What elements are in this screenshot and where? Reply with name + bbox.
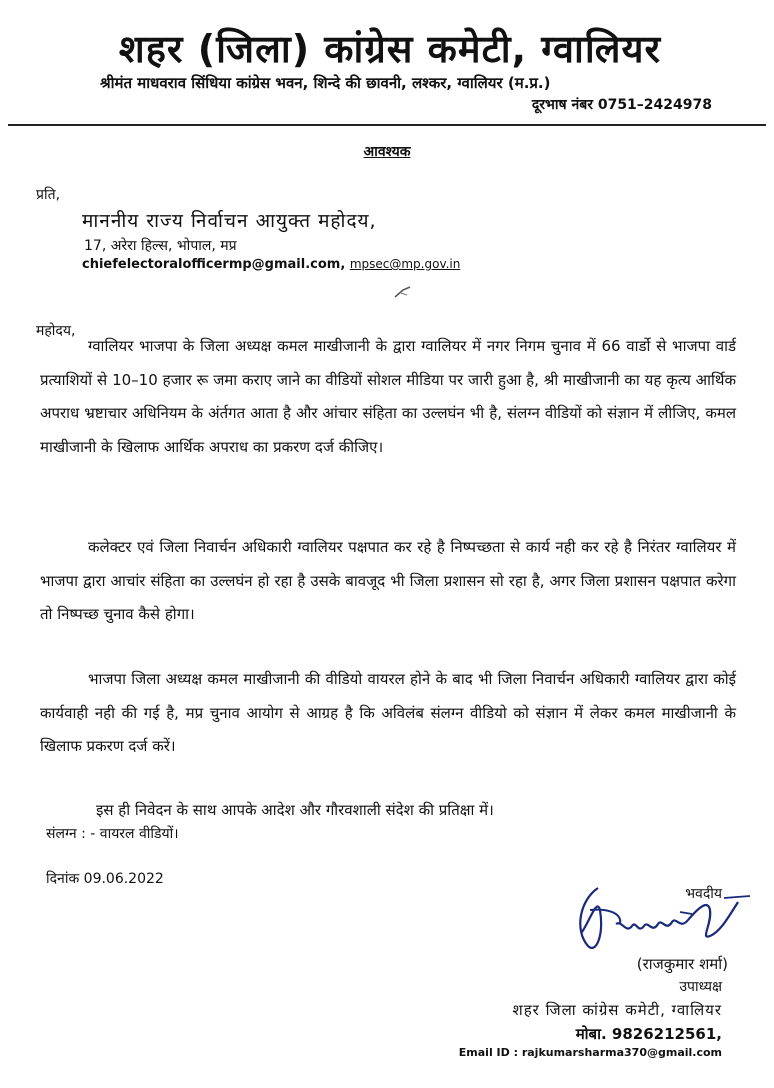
body-paragraph-1-text: ग्वालियर भाजपा के जिला अध्यक्ष कमल माखीजानी के द्वारा ग्वालियर में नगर निगम चुनाव में 66 वार्डो से भाजपा वार्ड प्रत्याशियों से 10–10 हजार रू जमा कराए जाने का वीडियों सोशल मीडिया पर जारी हुआ है, श्री माखीजानी का यह कृत्य आर्थिक अपराध भ्रष्टाचार अधिनियम के अंर्तगत आता है और आंचार संहिता का उल्लघंन भी है, संलग्न वीडियों को संज्ञान में लीजिए, कमल माखीजानी के खिलाफ आर्थिक अपराध का प्रकरण दर्ज कीजिए। bbox=[40, 337, 736, 456]
signatory-designation: उपाध्यक्ष bbox=[679, 979, 722, 995]
letterhead-address: श्रीमंत माधवराव सिंधिया कांग्रेस भवन, शिन्दे की छावनी, लश्कर, ग्वालियर (म.प्र.) bbox=[100, 74, 551, 92]
letterhead-divider bbox=[8, 124, 766, 126]
signatory-mobile: मोबा. 9826212561, bbox=[575, 1025, 722, 1043]
body-paragraph-3-text: भाजपा जिला अध्यक्ष कमल माखीजानी की वीडियो वायरल होने के बाद भी जिला निवार्चन अधिकारी ग्वालियर द्वारा कोई कार्यवाही नही की गई है, मप्र चुनाव आयोग से आग्रह है कि अविलंब संलग्न वीडियो को संज्ञान में लेकर कमल माखीजानी के खिलाफ प्रकरण दर्ज करें। bbox=[40, 670, 736, 755]
salutation: महोदय, bbox=[36, 323, 76, 339]
yours-faithfully: भवदीय bbox=[685, 886, 722, 902]
ink-mark-icon bbox=[393, 285, 413, 299]
to-label: प्रति, bbox=[36, 187, 61, 203]
recipient-email-primary: chiefelectoralofficermp@gmail.com, bbox=[82, 257, 346, 272]
enclosure-line: संलग्न : - वायरल वीडियों। bbox=[46, 826, 179, 842]
letterhead-title: शहर (जिला) कांग्रेस कमेटी, ग्वालियर bbox=[118, 27, 662, 71]
signatory-organization: शहर जिला कांग्रेस कमेटी, ग्वालियर bbox=[512, 1001, 722, 1019]
subject-heading: आवश्यक bbox=[363, 144, 411, 160]
handwritten-signature bbox=[560, 880, 760, 958]
closing-line: इस ही निवेदन के साथ आपके आदेश और गौरवशाली संदेश की प्रतिक्षा में। bbox=[96, 801, 494, 819]
letterhead-phone: दूरभाष नंबर 0751–2424978 bbox=[531, 97, 712, 113]
body-paragraph-2-text: कलेक्टर एवं जिला निवार्चन अधिकारी ग्वालियर पक्षपात कर रहे है निष्पच्छता से कार्य नही कर रहे है निरंतर ग्वालियर में भाजपा द्वारा आचांर संहिता का उल्लघंन हो रहा है उसके बावजूद भी जिला प्रशासन सो रहा है, अगर जिला प्रशासन पक्षपात करेगा तो निष्पच्छ चुनाव कैसे होगा। bbox=[40, 538, 736, 623]
signatory-name: (राजकुमार शर्मा) bbox=[636, 955, 728, 973]
body-paragraph-2 bbox=[40, 531, 736, 632]
recipient-emails bbox=[82, 257, 460, 272]
letter-date: दिनांक 09.06.2022 bbox=[46, 871, 164, 887]
recipient-name: माननीय राज्य निर्वाचन आयुक्त महोदय, bbox=[82, 210, 377, 232]
recipient-address: 17, अरेरा हिल्स, भोपाल, मप्र bbox=[84, 238, 237, 254]
recipient-email-secondary: mpsec@mp.gov.in bbox=[349, 257, 461, 271]
body-paragraph-1 bbox=[40, 330, 736, 464]
signatory-email: Email ID : rajkumarsharma370@gmail.com bbox=[458, 1046, 722, 1059]
body-paragraph-3 bbox=[40, 663, 736, 764]
